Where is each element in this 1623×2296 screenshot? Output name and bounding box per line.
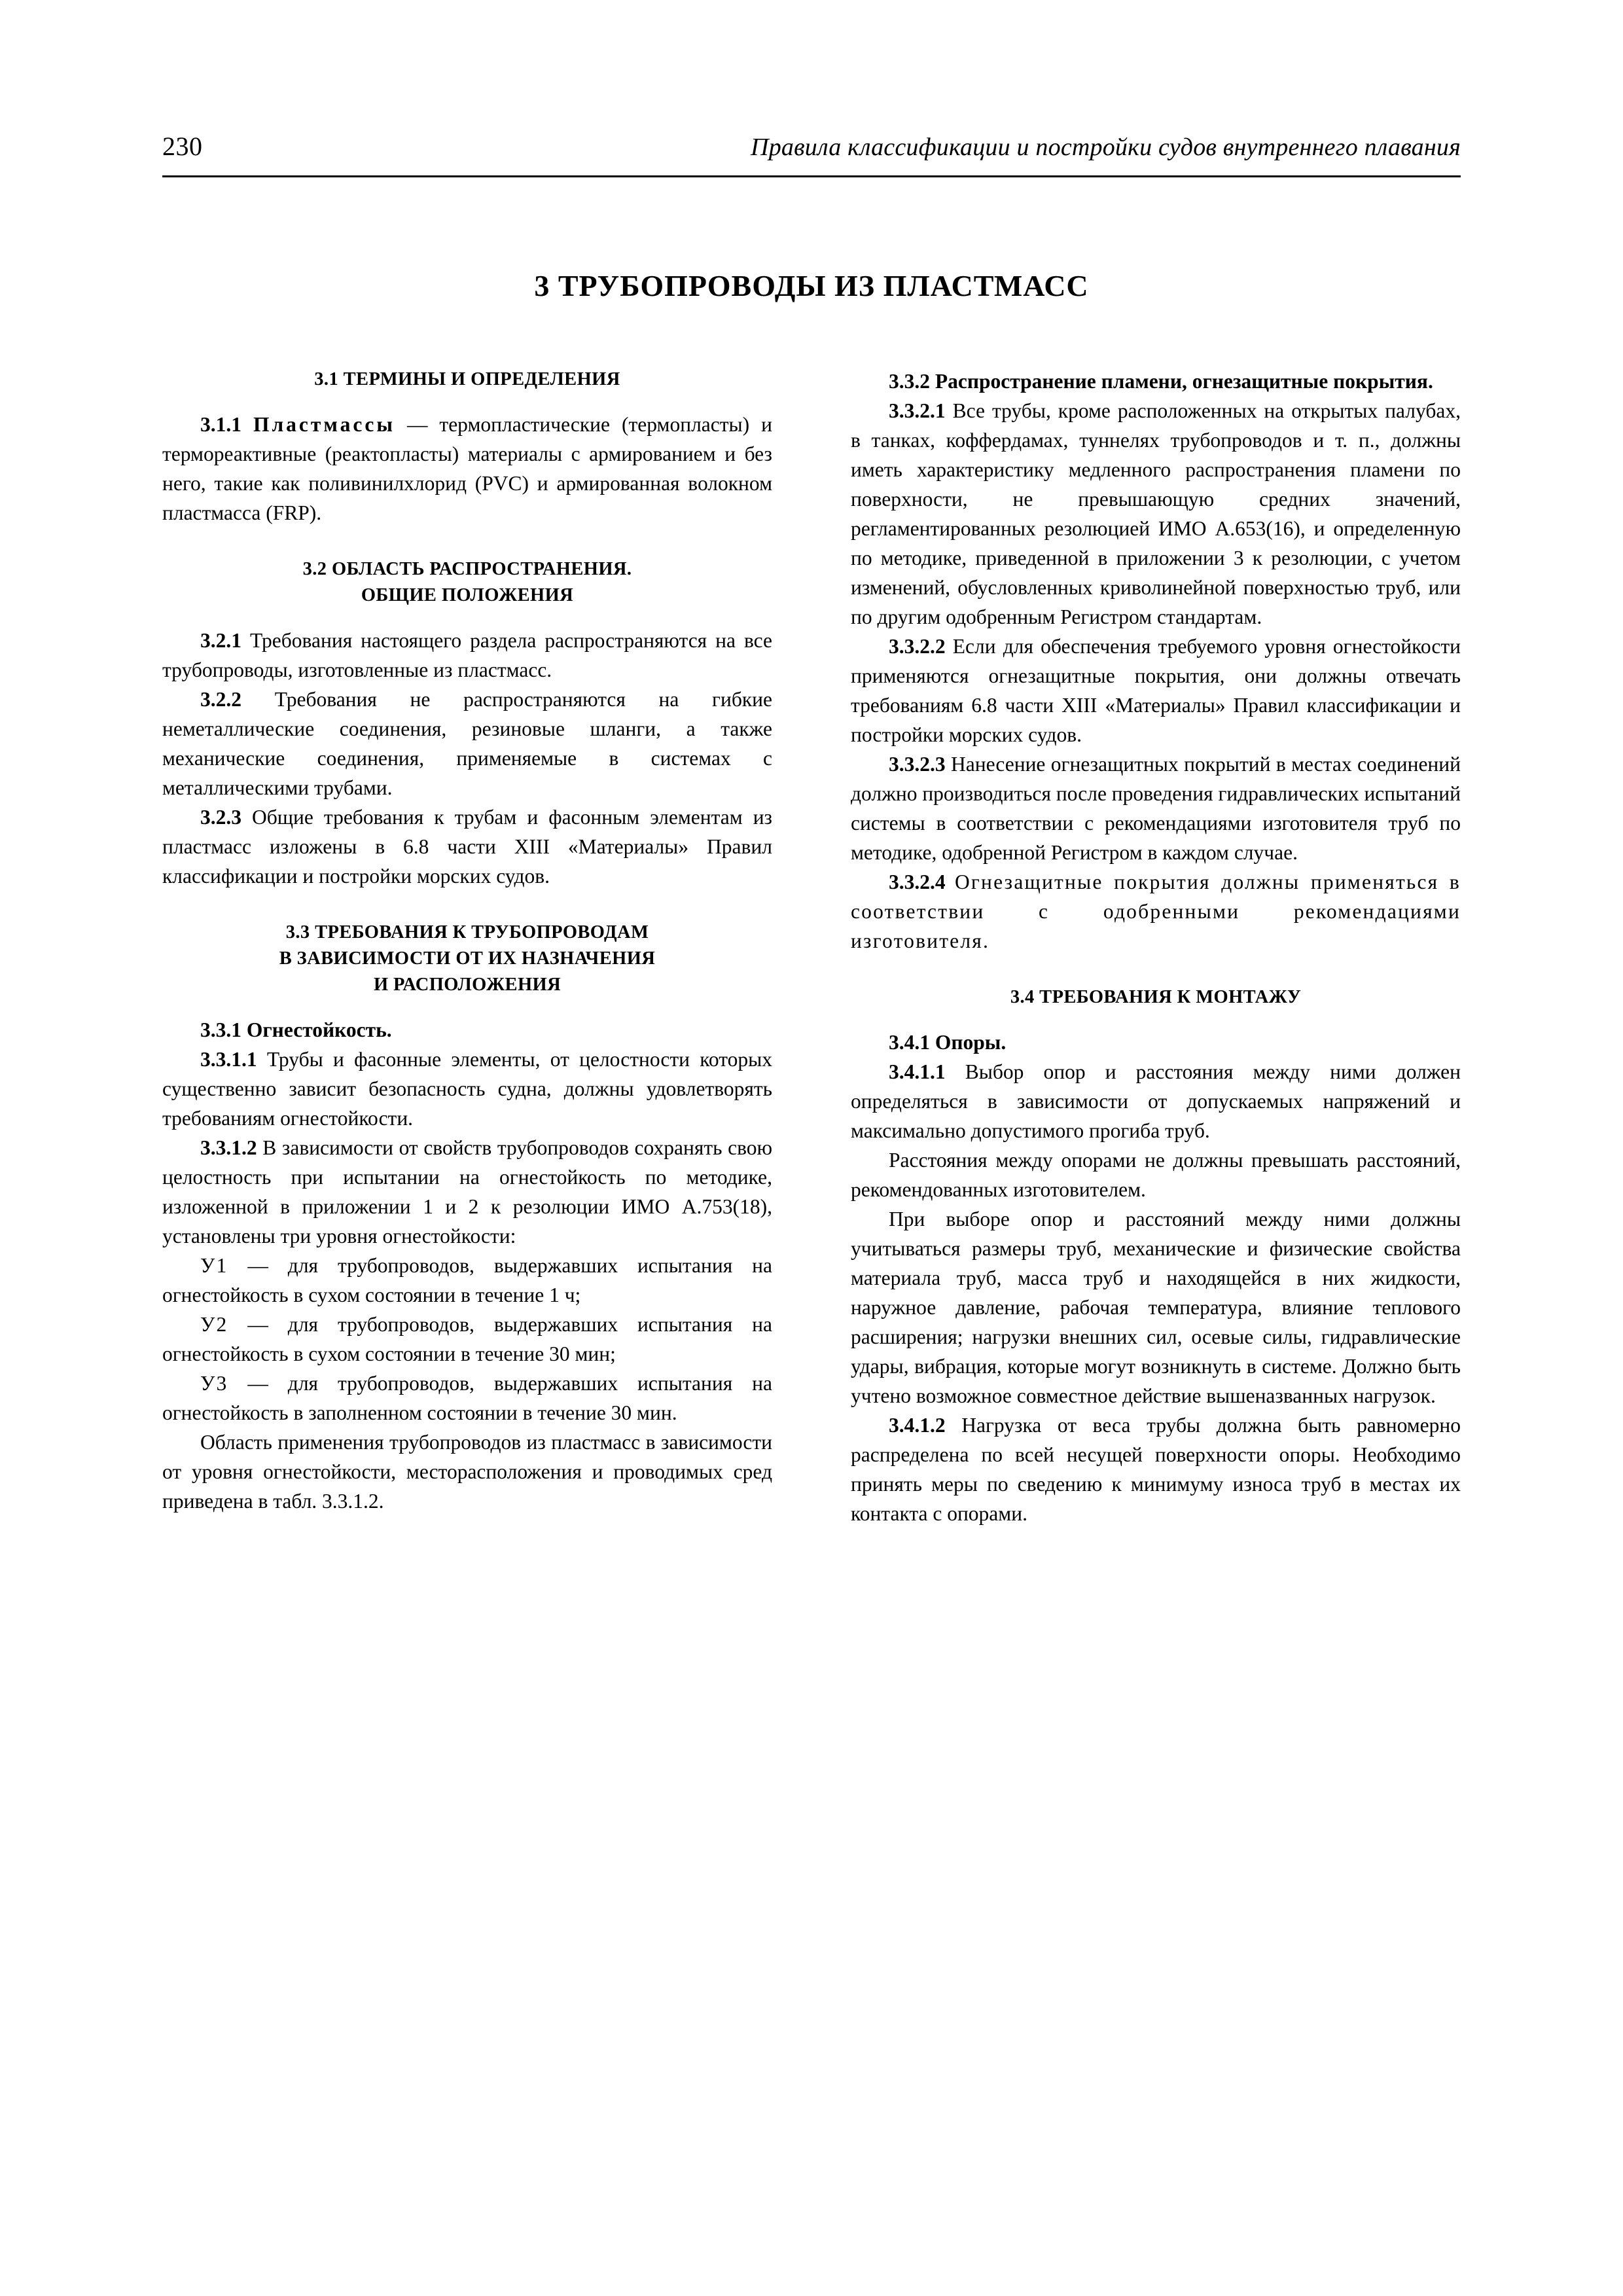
list-item-text: — для трубопроводов, выдержавших испытания на огнестойкость в сухом состоянии в течение 1 ч; <box>162 1254 772 1306</box>
section-heading-3-2-line2: ОБЩИЕ ПОЛОЖЕНИЯ <box>361 585 574 605</box>
header-divider <box>162 175 1461 177</box>
paragraph-text: Нагрузка от веса трубы должна быть равномерно распределена по всей несущей поверхности опоры. Необходимо принять меры по сведению к минимуму износа труб в местах их контакта с опорами. <box>851 1414 1461 1525</box>
section-heading-3-3-line1: 3.3 ТРЕБОВАНИЯ К ТРУБОПРОВОДАМ <box>285 922 649 942</box>
list-item-text: — для трубопроводов, выдержавших испытания на огнестойкость в заполненном состоянии в течение 30 мин. <box>162 1372 772 1424</box>
paragraph-number: 3.3.2.4 <box>889 870 946 893</box>
section-heading-3-2-line1: 3.2 ОБЛАСТЬ РАСПРОСТРАНЕНИЯ. <box>302 559 632 579</box>
level-label-u3: У3 <box>200 1372 228 1395</box>
paragraph-number: 3.3.2.2 <box>889 635 946 658</box>
paragraph-3-4-1-1-b: Расстояния между опорами не должны превышать расстояний, рекомендованных изготовителем. <box>851 1149 1461 1201</box>
paragraph-number: 3.4.1.1 <box>889 1060 946 1083</box>
paragraph-3-3-2-4 <box>851 867 1461 956</box>
level-label-u2: У2 <box>200 1313 228 1336</box>
paragraph-number: 3.3.2.1 <box>889 399 946 422</box>
paragraph-3-3-1-2 <box>162 1133 772 1251</box>
paragraph-number: 3.4.1 <box>889 1031 930 1054</box>
paragraph-3-2-3 <box>162 802 772 891</box>
paragraph-number: 3.3.1 <box>200 1018 241 1041</box>
section-heading-3-3 <box>162 920 772 998</box>
left-column <box>162 367 772 2134</box>
right-column <box>851 367 1461 2134</box>
list-item-u3 <box>162 1369 772 1427</box>
list-item-u2 <box>162 1310 772 1369</box>
paragraph-3-1-1 <box>162 410 772 528</box>
paragraph-text: Выбор опор и расстояния между ними должен определяться в зависимости от допускаемых напряжений и максимально допустимого прогиба труб. <box>851 1060 1461 1142</box>
paragraph-text: Общие требования к трубам и фасонным элементам из пластмасс изложены в 6.8 части XIII «Материалы» Правил классификации и постройки морских судов. <box>162 806 772 888</box>
paragraph-subtitle: Огнестойкость. <box>246 1018 392 1041</box>
paragraph-text: — термопластические (термопласты) и термореактивные (реактопласты) материалы с армированием и без него, такие как поливинилхлорид (PVC) и армированная волокном пластмасса (FRP). <box>162 413 773 524</box>
two-column-body <box>162 367 1461 2134</box>
section-heading-3-3-line3: И РАСПОЛОЖЕНИЯ <box>373 975 562 995</box>
paragraph-number: 3.1.1 <box>200 413 241 436</box>
paragraph-3-3-2 <box>851 367 1461 396</box>
paragraph-number: 3.3.1.1 <box>200 1048 257 1071</box>
section-heading-3-3-line2: В ЗАВИСИМОСТИ ОТ ИХ НАЗНАЧЕНИЯ <box>279 948 656 969</box>
paragraph-text: Требования настоящего раздела распространяются на все трубопроводы, изготовленные из пластмасс. <box>162 629 772 681</box>
paragraph-3-4-1-1-c: При выборе опор и расстояний между ними должны учитываться размеры труб, механические и физические свойства материала труб, масса труб и находящейся в них жидкости, наружное давление, рабочая температура, влияние теплового расширения; нагрузки внешних сил, осевые силы, гидравлические удары, вибрация, которые могут возникнуть в системе. Должно быть учтено возможное совместное действие вышеназванных нагрузок. <box>851 1208 1461 1407</box>
paragraph-3-3-2-3 <box>851 749 1461 867</box>
page-title: 3 ТРУБОПРОВОДЫ ИЗ ПЛАСТМАСС <box>534 269 1089 302</box>
paragraph-3-3-2-1 <box>851 396 1461 632</box>
paragraph-number: 3.3.2.3 <box>889 753 946 776</box>
section-heading-3-4: 3.4 ТРЕБОВАНИЯ К МОНТАЖУ <box>1010 987 1302 1007</box>
paragraph-number: 3.3.2 <box>889 370 930 393</box>
running-title: Правила классификации и постройки судов внутреннего плавания <box>751 134 1461 161</box>
paragraph-number: 3.2.3 <box>200 806 241 829</box>
paragraph-text: Если для обеспечения требуемого уровня огнестойкости применяются огнезащитные покрытия, они должны отвечать требованиям 6.8 части XIII «Материалы» Правил классификации и постройки морских судов. <box>851 635 1461 746</box>
paragraph-3-3-1 <box>162 1015 772 1045</box>
paragraph-number: 3.2.1 <box>200 629 241 652</box>
section-heading-3-1: 3.1 ТЕРМИНЫ И ОПРЕДЕЛЕНИЯ <box>314 369 620 389</box>
paragraph-3-3-2-2 <box>851 632 1461 749</box>
paragraph-text: Трубы и фасонные элементы, от целостности которых существенно зависит безопасность судна, должны удовлетворять требованиям огнестойкости. <box>162 1048 773 1130</box>
section-heading-3-2 <box>162 556 772 609</box>
paragraph-text: В зависимости от свойств трубопроводов сохранять свою целостность при испытании на огнестойкость по методике, изложенной в приложении 1 и 2 к резолюции ИМО А.753(18), установлены три уровня огнестойкости: <box>162 1136 773 1247</box>
paragraph-3-4-1-1 <box>851 1057 1461 1145</box>
paragraph-3-3-1-1 <box>162 1045 772 1133</box>
page-header <box>162 131 1461 162</box>
term-plastics: Пластмассы <box>253 413 395 436</box>
paragraph-3-2-1 <box>162 626 772 685</box>
paragraph-subtitle: Распространение пламени, огнезащитные покрытия. <box>935 370 1433 393</box>
paragraph-text: Все трубы, кроме расположенных на открытых палубах, в танках, коффердамах, туннелях трубопроводов и т. п., должны иметь характеристику медленного распространения пламени по поверхности, не превышающую средних значений, регламентированных резолюцией ИМО А.653(16), и определенную по методике, приведенной в приложении 3 к резолюции, с учетом изменений, обусловленных криволинейной поверхностью труб, или по другим одобренным Регистром стандартам. <box>851 399 1461 628</box>
level-label-u1: У1 <box>200 1254 228 1277</box>
paragraph-application-area: Область применения трубопроводов из пластмасс в зависимости от уровня огнестойкости, месторасположения и проводимых сред приведена в табл. 3.3.1.2. <box>162 1431 772 1513</box>
page-number: 230 <box>162 132 203 161</box>
paragraph-text: Огнезащитные покрытия должны применяться в соответствии с одобренными рекомендациями изготовителя. <box>851 870 1461 952</box>
paragraph-text: Нанесение огнезащитных покрытий в местах соединений должно производиться после проведения гидравлических испытаний системы в соответствии с рекомендациями изготовителя труб по методике, одобренной Регистром в каждом случае. <box>851 753 1461 864</box>
list-item-text: — для трубопроводов, выдержавших испытания на огнестойкость в сухом состоянии в течение 30 мин; <box>162 1313 772 1365</box>
paragraph-3-4-1 <box>851 1028 1461 1057</box>
paragraph-3-4-1-2 <box>851 1410 1461 1528</box>
paragraph-subtitle: Опоры. <box>935 1031 1007 1054</box>
list-item-u1 <box>162 1251 772 1310</box>
paragraph-text: Требования не распространяются на гибкие неметаллические соединения, резиновые шланги, а также механические соединения, применяемые в системах с металлическими трубами. <box>162 688 773 799</box>
paragraph-number: 3.2.2 <box>200 688 241 711</box>
paragraph-number: 3.3.1.2 <box>200 1136 257 1159</box>
paragraph-number: 3.4.1.2 <box>889 1414 946 1437</box>
paragraph-3-2-2 <box>162 685 772 802</box>
